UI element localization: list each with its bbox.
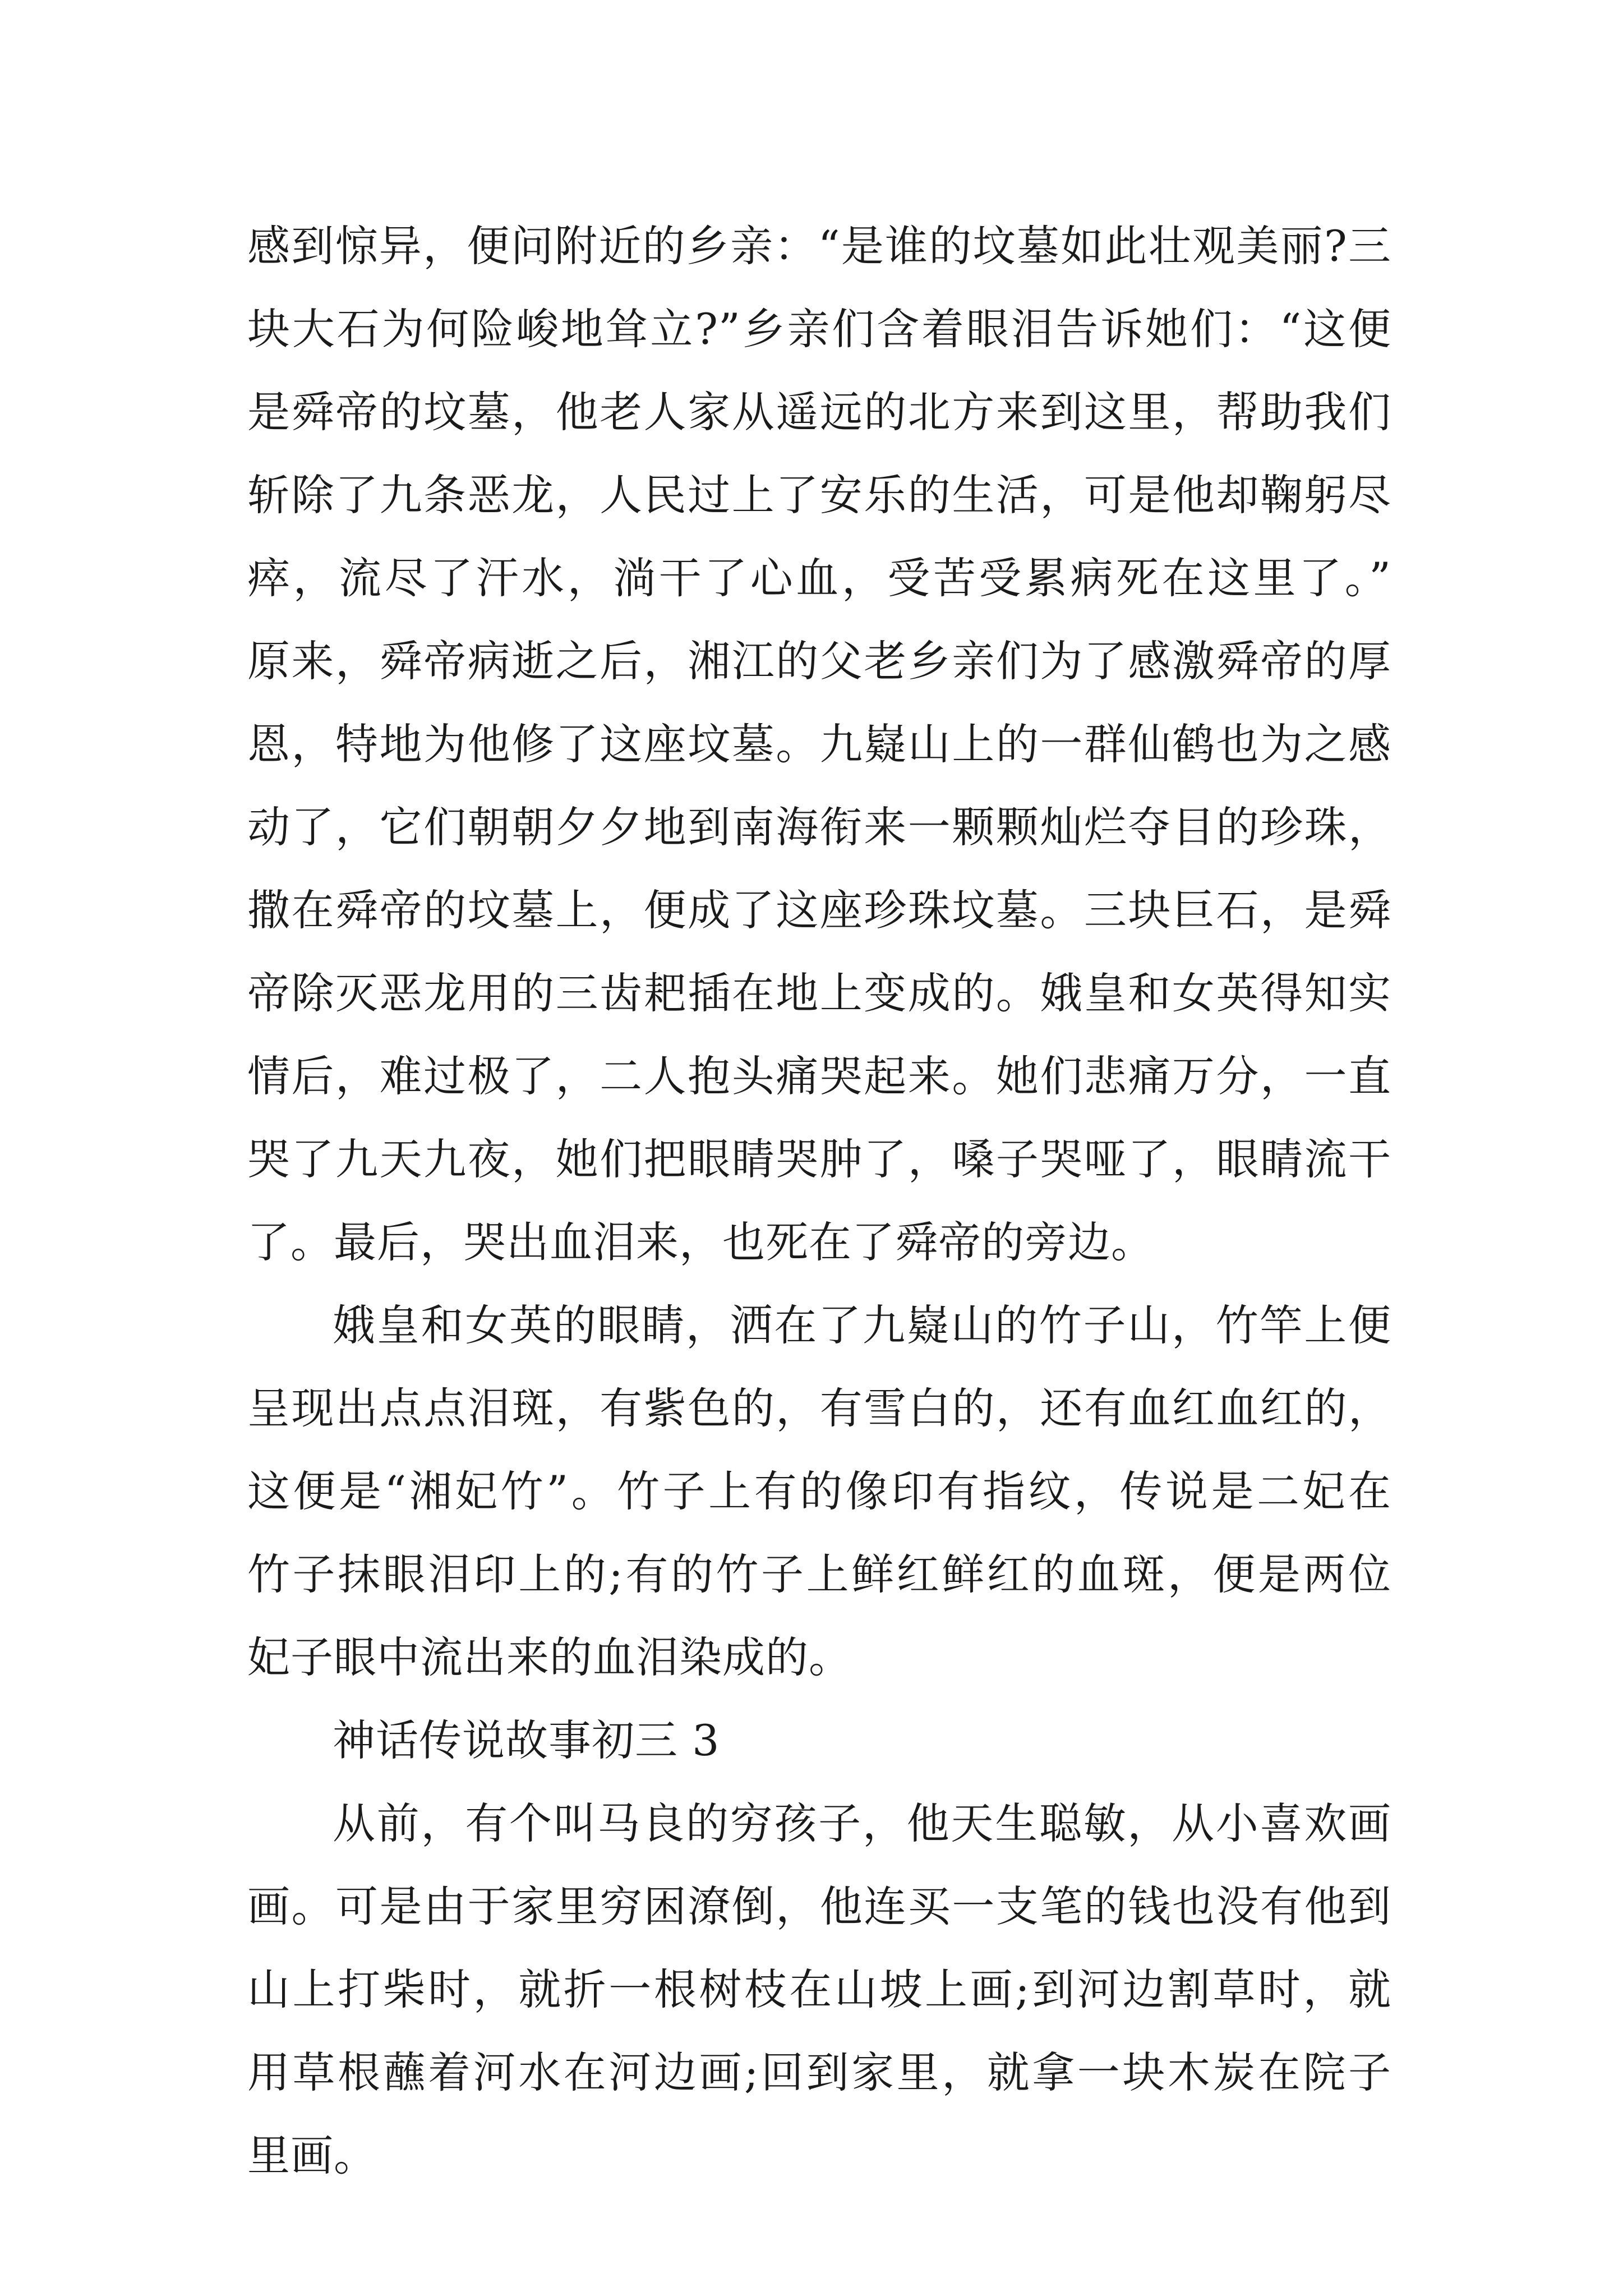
text-line: 了。最后，哭出血泪来，也死在了舜帝的旁边。 bbox=[247, 1217, 1154, 1267]
text-line: 是舜帝的坟墓，他老人家从遥远的北方来到这里，帮助我们 bbox=[247, 387, 1391, 437]
text-line: 用草根蘸着河水在河边画;回到家里，就拿一块木炭在院子 bbox=[247, 2047, 1391, 2097]
text-line: 撒在舜帝的坟墓上，便成了这座珍珠坟墓。三块巨石，是舜 bbox=[247, 885, 1391, 935]
text-line: 哭了九天九夜，她们把眼睛哭肿了，嗓子哭哑了，眼睛流干 bbox=[247, 1134, 1391, 1184]
text-line: 这便是“湘妃竹”。竹子上有的像印有指纹，传说是二妃在 bbox=[247, 1466, 1391, 1516]
text-line: 动了，它们朝朝夕夕地到南海衔来一颗颗灿烂夺目的珍珠， bbox=[247, 802, 1391, 852]
text-line: 竹子抹眼泪印上的;有的竹子上鲜红鲜红的血斑，便是两位 bbox=[247, 1549, 1391, 1599]
paragraph-first-line: 娥皇和女英的眼睛，洒在了九嶷山的竹子山，竹竿上便 bbox=[333, 1300, 1391, 1350]
text-line: 情后，难过极了，二人抱头痛哭起来。她们悲痛万分，一直 bbox=[247, 1051, 1391, 1101]
paragraph-first-line: 从前，有个叫马良的穷孩子，他天生聪敏，从小喜欢画 bbox=[333, 1798, 1391, 1848]
body-text bbox=[247, 205, 1391, 2197]
section-heading: 神话传说故事初三 3 bbox=[333, 1715, 720, 1765]
text-line: 妃子眼中流出来的血泪染成的。 bbox=[247, 1632, 852, 1682]
text-line: 帝除灭恶龙用的三齿耙插在地上变成的。娥皇和女英得知实 bbox=[247, 968, 1391, 1018]
text-line: 呈现出点点泪斑，有紫色的，有雪白的，还有血红血红的， bbox=[247, 1383, 1391, 1433]
text-line: 块大石为何险峻地耸立?”乡亲们含着眼泪告诉她们：“这便 bbox=[247, 304, 1391, 354]
text-line: 恩，特地为他修了这座坟墓。九嶷山上的一群仙鹤也为之感 bbox=[247, 719, 1391, 769]
text-line: 感到惊异，便问附近的乡亲：“是谁的坟墓如此壮观美丽?三 bbox=[247, 221, 1391, 271]
text-line: 斩除了九条恶龙，人民过上了安乐的生活，可是他却鞠躬尽 bbox=[247, 470, 1391, 520]
text-line: 山上打柴时，就折一根树枝在山坡上画;到河边割草时，就 bbox=[247, 1964, 1391, 2014]
text-line: 原来，舜帝病逝之后，湘江的父老乡亲们为了感激舜帝的厚 bbox=[247, 636, 1391, 686]
text-line: 画。可是由于家里穷困潦倒，他连买一支笔的钱也没有他到 bbox=[247, 1881, 1391, 1931]
text-line: 瘁，流尽了汗水，淌干了心血，受苦受累病死在这里了。” bbox=[247, 553, 1391, 603]
text-line: 里画。 bbox=[247, 2131, 377, 2180]
